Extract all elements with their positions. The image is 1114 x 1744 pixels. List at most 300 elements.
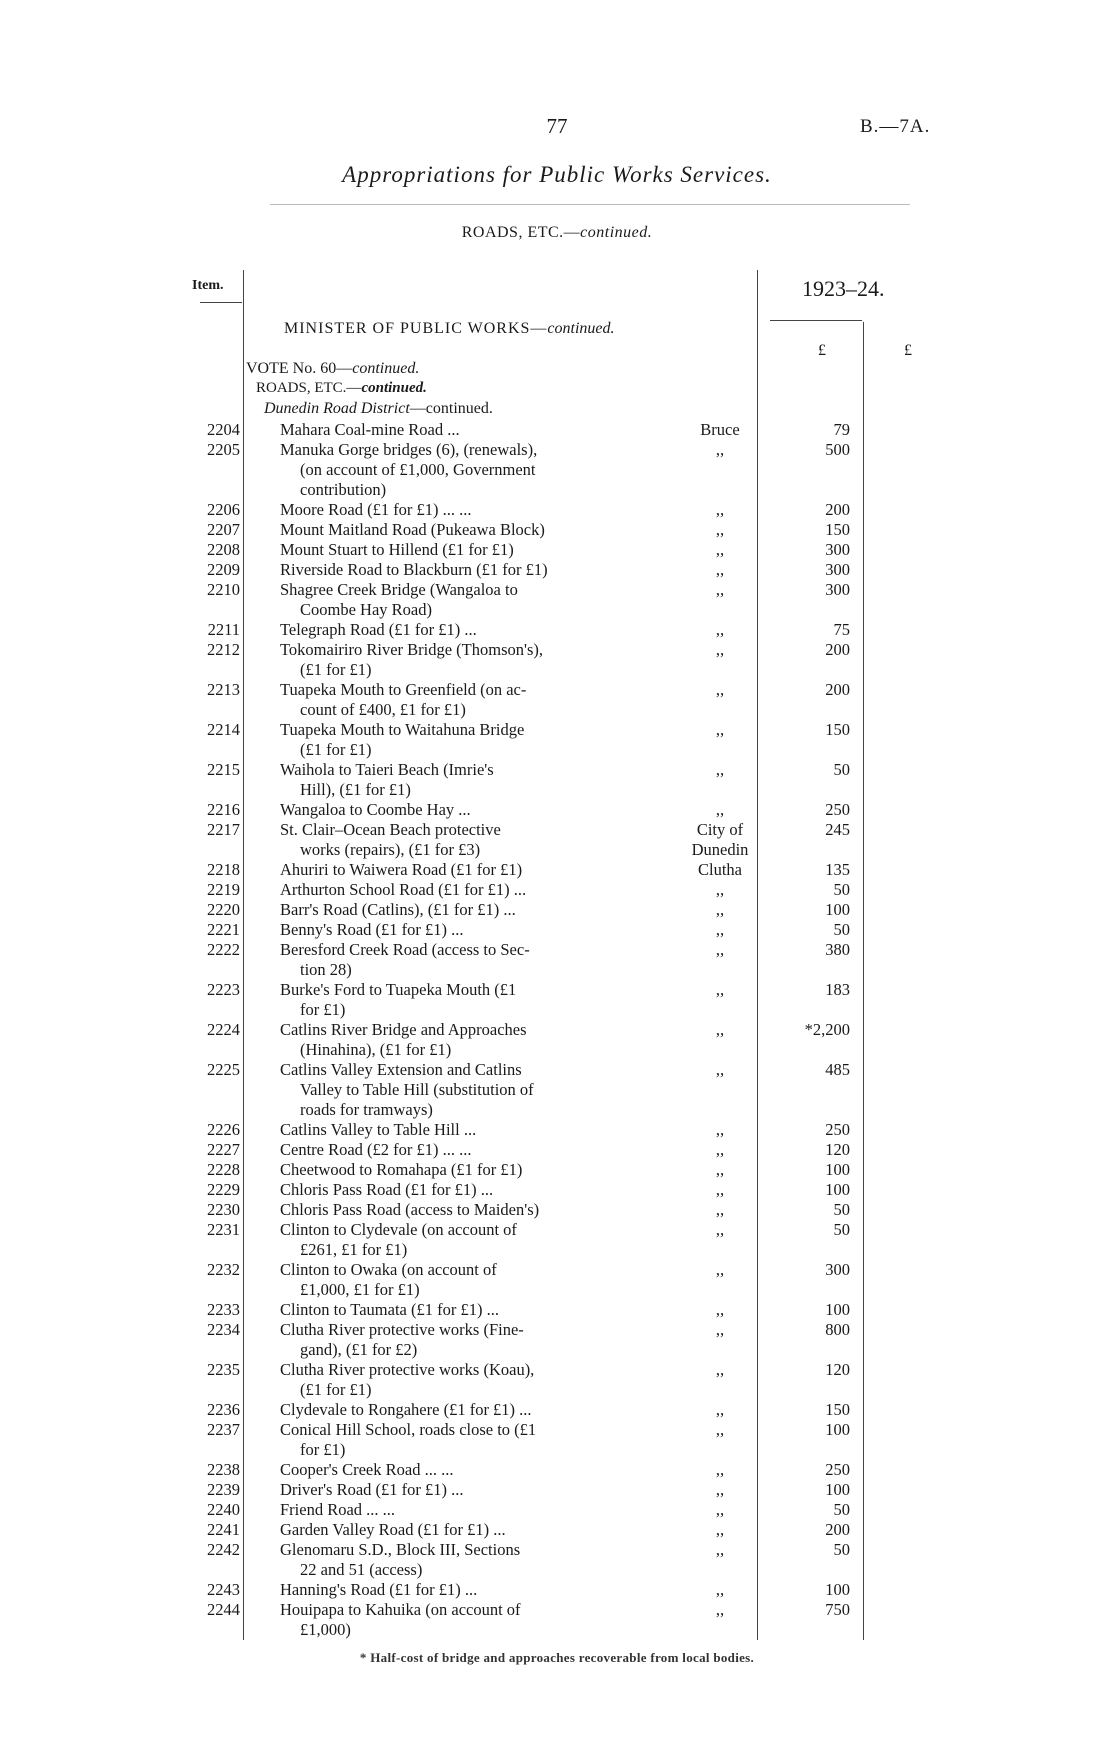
- table-row: [0, 420, 1114, 440]
- item-number: 2236: [207, 1400, 240, 1419]
- item-number: 2240: [207, 1500, 240, 1519]
- item-locality: [640, 680, 800, 700]
- item-locality: [640, 620, 800, 640]
- item-description: [280, 1580, 620, 1600]
- description-line: Garden Valley Road (£1 for £1) ...: [280, 1520, 506, 1539]
- item-amount: 50: [833, 1200, 850, 1219]
- locality-line: ,,: [715, 580, 725, 599]
- section-heading-main: ROADS, ETC.—: [461, 224, 581, 241]
- locality-line: ,,: [715, 440, 725, 459]
- item-description: [280, 1480, 620, 1500]
- description-line: Clutha River protective works (Fine-: [280, 1320, 524, 1339]
- table-row: [0, 1600, 1114, 1640]
- item-number: 2233: [207, 1300, 240, 1319]
- item-description: [280, 900, 620, 920]
- item-number: 2244: [207, 1600, 240, 1619]
- table-row: [0, 1120, 1114, 1140]
- item-amount: *2,200: [804, 1020, 850, 1039]
- roads-subheading: [256, 380, 427, 397]
- year-column-header: 1923–24.: [802, 276, 885, 301]
- table-row: [0, 1020, 1114, 1060]
- item-number: 2238: [207, 1460, 240, 1479]
- description-line: Clydevale to Rongahere (£1 for £1) ...: [280, 1400, 532, 1419]
- table-row: [0, 1320, 1114, 1360]
- item-amount: 75: [833, 620, 850, 639]
- description-line: tion 28): [300, 960, 352, 979]
- item-locality: [640, 500, 800, 520]
- description-line: Mount Maitland Road (Pukeawa Block): [280, 520, 545, 539]
- item-locality: [640, 1020, 800, 1040]
- table-row: [0, 1200, 1114, 1220]
- item-amount: 380: [825, 940, 850, 959]
- item-description: [280, 680, 620, 720]
- item-number: 2234: [207, 1320, 240, 1339]
- item-number: 2204: [207, 420, 240, 439]
- locality-line: ,,: [715, 1160, 725, 1179]
- description-line: Shagree Creek Bridge (Wangaloa to: [280, 580, 518, 599]
- item-amount: 800: [825, 1320, 850, 1339]
- item-amount: 200: [825, 680, 850, 699]
- locality-line: ,,: [715, 980, 725, 999]
- item-amount: 150: [825, 520, 850, 539]
- item-locality: [640, 540, 800, 560]
- item-locality: [640, 900, 800, 920]
- table-row: [0, 720, 1114, 760]
- item-description: [280, 980, 620, 1020]
- description-line: Chloris Pass Road (access to Maiden's): [280, 1200, 540, 1219]
- description-line: Driver's Road (£1 for £1) ...: [280, 1480, 464, 1499]
- description-line: Mahara Coal-mine Road ...: [280, 420, 460, 439]
- description-line: (on account of £1,000, Government: [300, 460, 536, 479]
- item-amount: 500: [825, 440, 850, 459]
- item-header-underline: [200, 302, 242, 303]
- item-amount: 250: [825, 800, 850, 819]
- description-line: Clinton to Owaka (on account of: [280, 1260, 497, 1279]
- description-line: Tuapeka Mouth to Waitahuna Bridge: [280, 720, 525, 739]
- description-line: Centre Road (£2 for £1) ... ...: [280, 1140, 472, 1159]
- item-description: [280, 620, 620, 640]
- item-locality: [640, 1220, 800, 1240]
- item-description: [280, 1400, 620, 1420]
- item-amount: 50: [833, 1500, 850, 1519]
- description-line: Cheetwood to Romahapa (£1 for £1): [280, 1160, 523, 1179]
- item-locality: [640, 1500, 800, 1520]
- item-amount: 485: [825, 1060, 850, 1079]
- item-description: [280, 1540, 620, 1580]
- title-rule: [270, 204, 910, 205]
- pound-sign-column-2: £: [904, 342, 912, 359]
- description-line: Catlins Valley Extension and Catlins: [280, 1060, 522, 1079]
- roads-subheading-main: ROADS, ETC.—: [256, 380, 362, 396]
- item-locality: [640, 1260, 800, 1280]
- table-row: [0, 880, 1114, 900]
- ministry-heading-main: MINISTER OF PUBLIC WORKS—: [284, 320, 548, 337]
- vote-heading: [246, 360, 419, 378]
- item-amount: 300: [825, 1260, 850, 1279]
- table-row: [0, 1260, 1114, 1300]
- table-row: [0, 800, 1114, 820]
- description-line: Hill), (£1 for £1): [300, 780, 411, 799]
- description-line: 22 and 51 (access): [300, 1560, 423, 1579]
- description-line: Telegraph Road (£1 for £1) ...: [280, 620, 477, 639]
- item-number: 2232: [207, 1260, 240, 1279]
- item-locality: [640, 1140, 800, 1160]
- description-line: for £1): [300, 1440, 346, 1459]
- locality-line: ,,: [715, 560, 725, 579]
- locality-line: ,,: [715, 1200, 725, 1219]
- locality-line: ,,: [715, 940, 725, 959]
- locality-line: ,,: [715, 1480, 725, 1499]
- description-line: Wangaloa to Coombe Hay ...: [280, 800, 471, 819]
- item-description: [280, 1120, 620, 1140]
- item-description: [280, 1220, 620, 1260]
- vote-heading-main: VOTE No. 60—: [246, 360, 353, 377]
- item-description: [280, 860, 620, 880]
- item-locality: [640, 1480, 800, 1500]
- table-row: [0, 1360, 1114, 1400]
- item-description: [280, 580, 620, 620]
- item-locality: [640, 440, 800, 460]
- page-title: Appropriations for Public Works Services.: [342, 162, 772, 187]
- item-number: 2237: [207, 1420, 240, 1439]
- item-number: 2212: [207, 640, 240, 659]
- description-line: Riverside Road to Blackburn (£1 for £1): [280, 560, 548, 579]
- item-number: 2210: [207, 580, 240, 599]
- item-number: 2242: [207, 1540, 240, 1559]
- item-locality: [640, 640, 800, 660]
- locality-line: ,,: [715, 760, 725, 779]
- item-locality: [640, 800, 800, 820]
- description-line: Cooper's Creek Road ... ...: [280, 1460, 454, 1479]
- locality-line: Clutha: [698, 860, 742, 879]
- district-heading: [264, 400, 493, 418]
- locality-line: ,,: [715, 920, 725, 939]
- description-line: Hanning's Road (£1 for £1) ...: [280, 1580, 478, 1599]
- item-description: [280, 760, 620, 800]
- table-row: [0, 620, 1114, 640]
- table-row: [0, 1160, 1114, 1180]
- description-line: Houipapa to Kahuika (on account of: [280, 1600, 521, 1619]
- item-description: [280, 1520, 620, 1540]
- district-heading-name: Dunedin Road District: [264, 400, 410, 417]
- item-locality: [640, 920, 800, 940]
- description-line: Coombe Hay Road): [300, 600, 432, 619]
- table-row: [0, 900, 1114, 920]
- item-amount: 183: [825, 980, 850, 999]
- table-row: [0, 1060, 1114, 1120]
- item-locality: [640, 820, 800, 860]
- item-description: [280, 420, 620, 440]
- item-description: [280, 1020, 620, 1060]
- item-amount: 200: [825, 1520, 850, 1539]
- item-amount: 200: [825, 640, 850, 659]
- item-description: [280, 1200, 620, 1220]
- table-row: [0, 1300, 1114, 1320]
- description-line: Benny's Road (£1 for £1) ...: [280, 920, 464, 939]
- locality-line: ,,: [715, 1320, 725, 1339]
- item-locality: [640, 1520, 800, 1540]
- table-row: [0, 1180, 1114, 1200]
- description-line: Chloris Pass Road (£1 for £1) ...: [280, 1180, 494, 1199]
- item-description: [280, 800, 620, 820]
- locality-line: ,,: [715, 1500, 725, 1519]
- item-locality: [640, 860, 800, 880]
- item-description: [280, 1320, 620, 1360]
- item-amount: 50: [833, 920, 850, 939]
- item-description: [280, 1300, 620, 1320]
- locality-line: ,,: [715, 1220, 725, 1239]
- item-description: [280, 1260, 620, 1300]
- table-row: [0, 580, 1114, 620]
- description-line: roads for tramways): [300, 1100, 433, 1119]
- item-locality: [640, 940, 800, 960]
- locality-line: ,,: [715, 1460, 725, 1479]
- item-number: 2221: [207, 920, 240, 939]
- item-number: 2222: [207, 940, 240, 959]
- item-number: 2231: [207, 1220, 240, 1239]
- description-line: gand), (£1 for £2): [300, 1340, 418, 1359]
- roads-subheading-continued: continued.: [361, 380, 427, 396]
- table-row: [0, 680, 1114, 720]
- table-row: [0, 820, 1114, 860]
- item-description: [280, 1460, 620, 1480]
- table-row: [0, 980, 1114, 1020]
- locality-line: ,,: [715, 1360, 725, 1379]
- item-amount: 300: [825, 540, 850, 559]
- item-amount: 120: [825, 1360, 850, 1379]
- description-line: Clinton to Taumata (£1 for £1) ...: [280, 1300, 499, 1319]
- ministry-heading: [284, 320, 615, 338]
- item-description: [280, 820, 620, 860]
- item-amount: 50: [833, 760, 850, 779]
- description-line: Conical Hill School, roads close to (£1: [280, 1420, 537, 1439]
- locality-line: ,,: [715, 1600, 725, 1619]
- item-locality: [640, 1300, 800, 1320]
- description-line: Mount Stuart to Hillend (£1 for £1): [280, 540, 514, 559]
- locality-line: ,,: [715, 720, 725, 739]
- item-number: 2208: [207, 540, 240, 559]
- ministry-heading-continued: continued.: [547, 320, 615, 337]
- item-locality: [640, 880, 800, 900]
- item-description: [280, 880, 620, 900]
- item-locality: [640, 1460, 800, 1480]
- description-line: Valley to Table Hill (substitution of: [300, 1080, 534, 1099]
- table-row: [0, 1540, 1114, 1580]
- item-number: 2235: [207, 1360, 240, 1379]
- item-amount: 100: [825, 1420, 850, 1439]
- description-line: £1,000): [300, 1620, 351, 1639]
- locality-line: ,,: [715, 1420, 725, 1439]
- description-line: Barr's Road (Catlins), (£1 for £1) ...: [280, 900, 516, 919]
- description-line: Catlins River Bridge and Approaches: [280, 1020, 527, 1039]
- locality-line: ,,: [715, 1180, 725, 1199]
- section-heading-continued: continued.: [580, 224, 653, 241]
- item-number: 2205: [207, 440, 240, 459]
- appropriation-rows: [0, 420, 1114, 1640]
- locality-line: ,,: [715, 520, 725, 539]
- item-amount: 100: [825, 1300, 850, 1319]
- item-number: 2225: [207, 1060, 240, 1079]
- item-number: 2215: [207, 760, 240, 779]
- item-description: [280, 1160, 620, 1180]
- table-row: [0, 1420, 1114, 1460]
- item-description: [280, 1060, 620, 1120]
- table-row: [0, 540, 1114, 560]
- item-amount: 250: [825, 1120, 850, 1139]
- item-number: 2218: [207, 860, 240, 879]
- table-row: [0, 1480, 1114, 1500]
- locality-line: City of: [696, 820, 744, 839]
- description-line: Clinton to Clydevale (on account of: [280, 1220, 517, 1239]
- item-locality: [640, 980, 800, 1000]
- table-row: [0, 1220, 1114, 1260]
- item-amount: 200: [825, 500, 850, 519]
- item-locality: [640, 760, 800, 780]
- description-line: Manuka Gorge bridges (6), (renewals),: [280, 440, 538, 459]
- locality-line: ,,: [715, 540, 725, 559]
- item-description: [280, 520, 620, 540]
- item-amount: 100: [825, 1480, 850, 1499]
- description-line: £261, £1 for £1): [300, 1240, 408, 1259]
- description-line: £1,000, £1 for £1): [300, 1280, 420, 1299]
- description-line: Glenomaru S.D., Block III, Sections: [280, 1540, 521, 1559]
- table-row: [0, 1140, 1114, 1160]
- item-amount: 245: [825, 820, 850, 839]
- item-locality: [640, 1600, 800, 1620]
- item-description: [280, 500, 620, 520]
- item-number: 2230: [207, 1200, 240, 1219]
- locality-line: ,,: [715, 1120, 725, 1139]
- description-line: (£1 for £1): [300, 740, 372, 759]
- locality-line: ,,: [715, 1520, 725, 1539]
- description-line: Moore Road (£1 for £1) ... ...: [280, 500, 472, 519]
- item-number: 2241: [207, 1520, 240, 1539]
- item-amount: 100: [825, 900, 850, 919]
- item-amount: 300: [825, 560, 850, 579]
- item-locality: [640, 1120, 800, 1140]
- locality-line: Dunedin: [691, 840, 749, 859]
- item-locality: [640, 560, 800, 580]
- vote-heading-continued: continued.: [352, 360, 420, 377]
- locality-line: ,,: [715, 640, 725, 659]
- item-description: [280, 1360, 620, 1400]
- description-line: St. Clair–Ocean Beach protective: [280, 820, 501, 839]
- item-number: 2239: [207, 1480, 240, 1499]
- item-amount: 50: [833, 880, 850, 899]
- description-line: Beresford Creek Road (access to Sec-: [280, 940, 530, 959]
- table-row: [0, 1500, 1114, 1520]
- item-locality: [640, 520, 800, 540]
- item-locality: [640, 1200, 800, 1220]
- table-row: [0, 440, 1114, 500]
- description-line: Catlins Valley to Table Hill ...: [280, 1120, 477, 1139]
- description-line: Tokomairiro River Bridge (Thomson's),: [280, 640, 544, 659]
- locality-line: ,,: [715, 680, 725, 699]
- item-description: [280, 560, 620, 580]
- district-heading-continued: —continued.: [409, 400, 493, 417]
- item-locality: [640, 580, 800, 600]
- item-number: 2211: [207, 620, 240, 639]
- locality-line: ,,: [715, 1060, 725, 1079]
- locality-line: ,,: [715, 1260, 725, 1279]
- item-locality: [640, 720, 800, 740]
- table-row: [0, 520, 1114, 540]
- description-line: for £1): [300, 1000, 346, 1019]
- item-number: 2207: [207, 520, 240, 539]
- item-column-header: Item.: [192, 278, 224, 293]
- locality-line: ,,: [715, 1020, 725, 1039]
- item-amount: 79: [833, 420, 850, 439]
- item-amount: 100: [825, 1160, 850, 1179]
- table-row: [0, 1400, 1114, 1420]
- description-line: Ahuriri to Waiwera Road (£1 for £1): [280, 860, 523, 879]
- item-locality: [640, 1060, 800, 1080]
- description-line: contribution): [300, 480, 387, 499]
- locality-line: ,,: [715, 880, 725, 899]
- locality-line: ,,: [715, 900, 725, 919]
- item-amount: 250: [825, 1460, 850, 1479]
- item-description: [280, 1180, 620, 1200]
- item-amount: 50: [833, 1220, 850, 1239]
- description-line: Tuapeka Mouth to Greenfield (on ac-: [280, 680, 527, 699]
- item-locality: [640, 1160, 800, 1180]
- item-number: 2228: [207, 1160, 240, 1179]
- item-number: 2216: [207, 800, 240, 819]
- item-number: 2243: [207, 1580, 240, 1599]
- item-amount: 100: [825, 1580, 850, 1599]
- item-number: 2227: [207, 1140, 240, 1159]
- locality-line: ,,: [715, 1140, 725, 1159]
- item-amount: 120: [825, 1140, 850, 1159]
- page-number: 77: [546, 114, 568, 138]
- item-description: [280, 940, 620, 980]
- description-line: (£1 for £1): [300, 1380, 372, 1399]
- table-row: [0, 1520, 1114, 1540]
- description-line: works (repairs), (£1 for £3): [300, 840, 481, 859]
- item-description: [280, 1140, 620, 1160]
- description-line: count of £400, £1 for £1): [300, 700, 466, 719]
- item-locality: [640, 1360, 800, 1380]
- locality-line: ,,: [715, 1400, 725, 1419]
- locality-line: Bruce: [700, 420, 740, 439]
- item-number: 2226: [207, 1120, 240, 1139]
- item-number: 2209: [207, 560, 240, 579]
- section-heading: [0, 224, 1114, 242]
- locality-line: ,,: [715, 800, 725, 819]
- item-description: [280, 640, 620, 680]
- description-line: Waihola to Taieri Beach (Imrie's: [280, 760, 494, 779]
- item-number: 2217: [207, 820, 240, 839]
- item-number: 2229: [207, 1180, 240, 1199]
- item-locality: [640, 1580, 800, 1600]
- item-description: [280, 1420, 620, 1460]
- description-line: Burke's Ford to Tuapeka Mouth (£1: [280, 980, 517, 999]
- locality-line: ,,: [715, 620, 725, 639]
- table-row: [0, 760, 1114, 800]
- year-header-underline: [770, 320, 862, 321]
- item-locality: [640, 1180, 800, 1200]
- locality-line: ,,: [715, 1580, 725, 1599]
- table-row: [0, 1460, 1114, 1480]
- item-amount: 135: [825, 860, 850, 879]
- item-number: 2214: [207, 720, 240, 739]
- item-number: 2223: [207, 980, 240, 999]
- table-row: [0, 560, 1114, 580]
- pound-sign-column-1: £: [818, 342, 826, 359]
- locality-line: ,,: [715, 1300, 725, 1319]
- description-line: Arthurton School Road (£1 for £1) ...: [280, 880, 527, 899]
- item-amount: 150: [825, 1400, 850, 1419]
